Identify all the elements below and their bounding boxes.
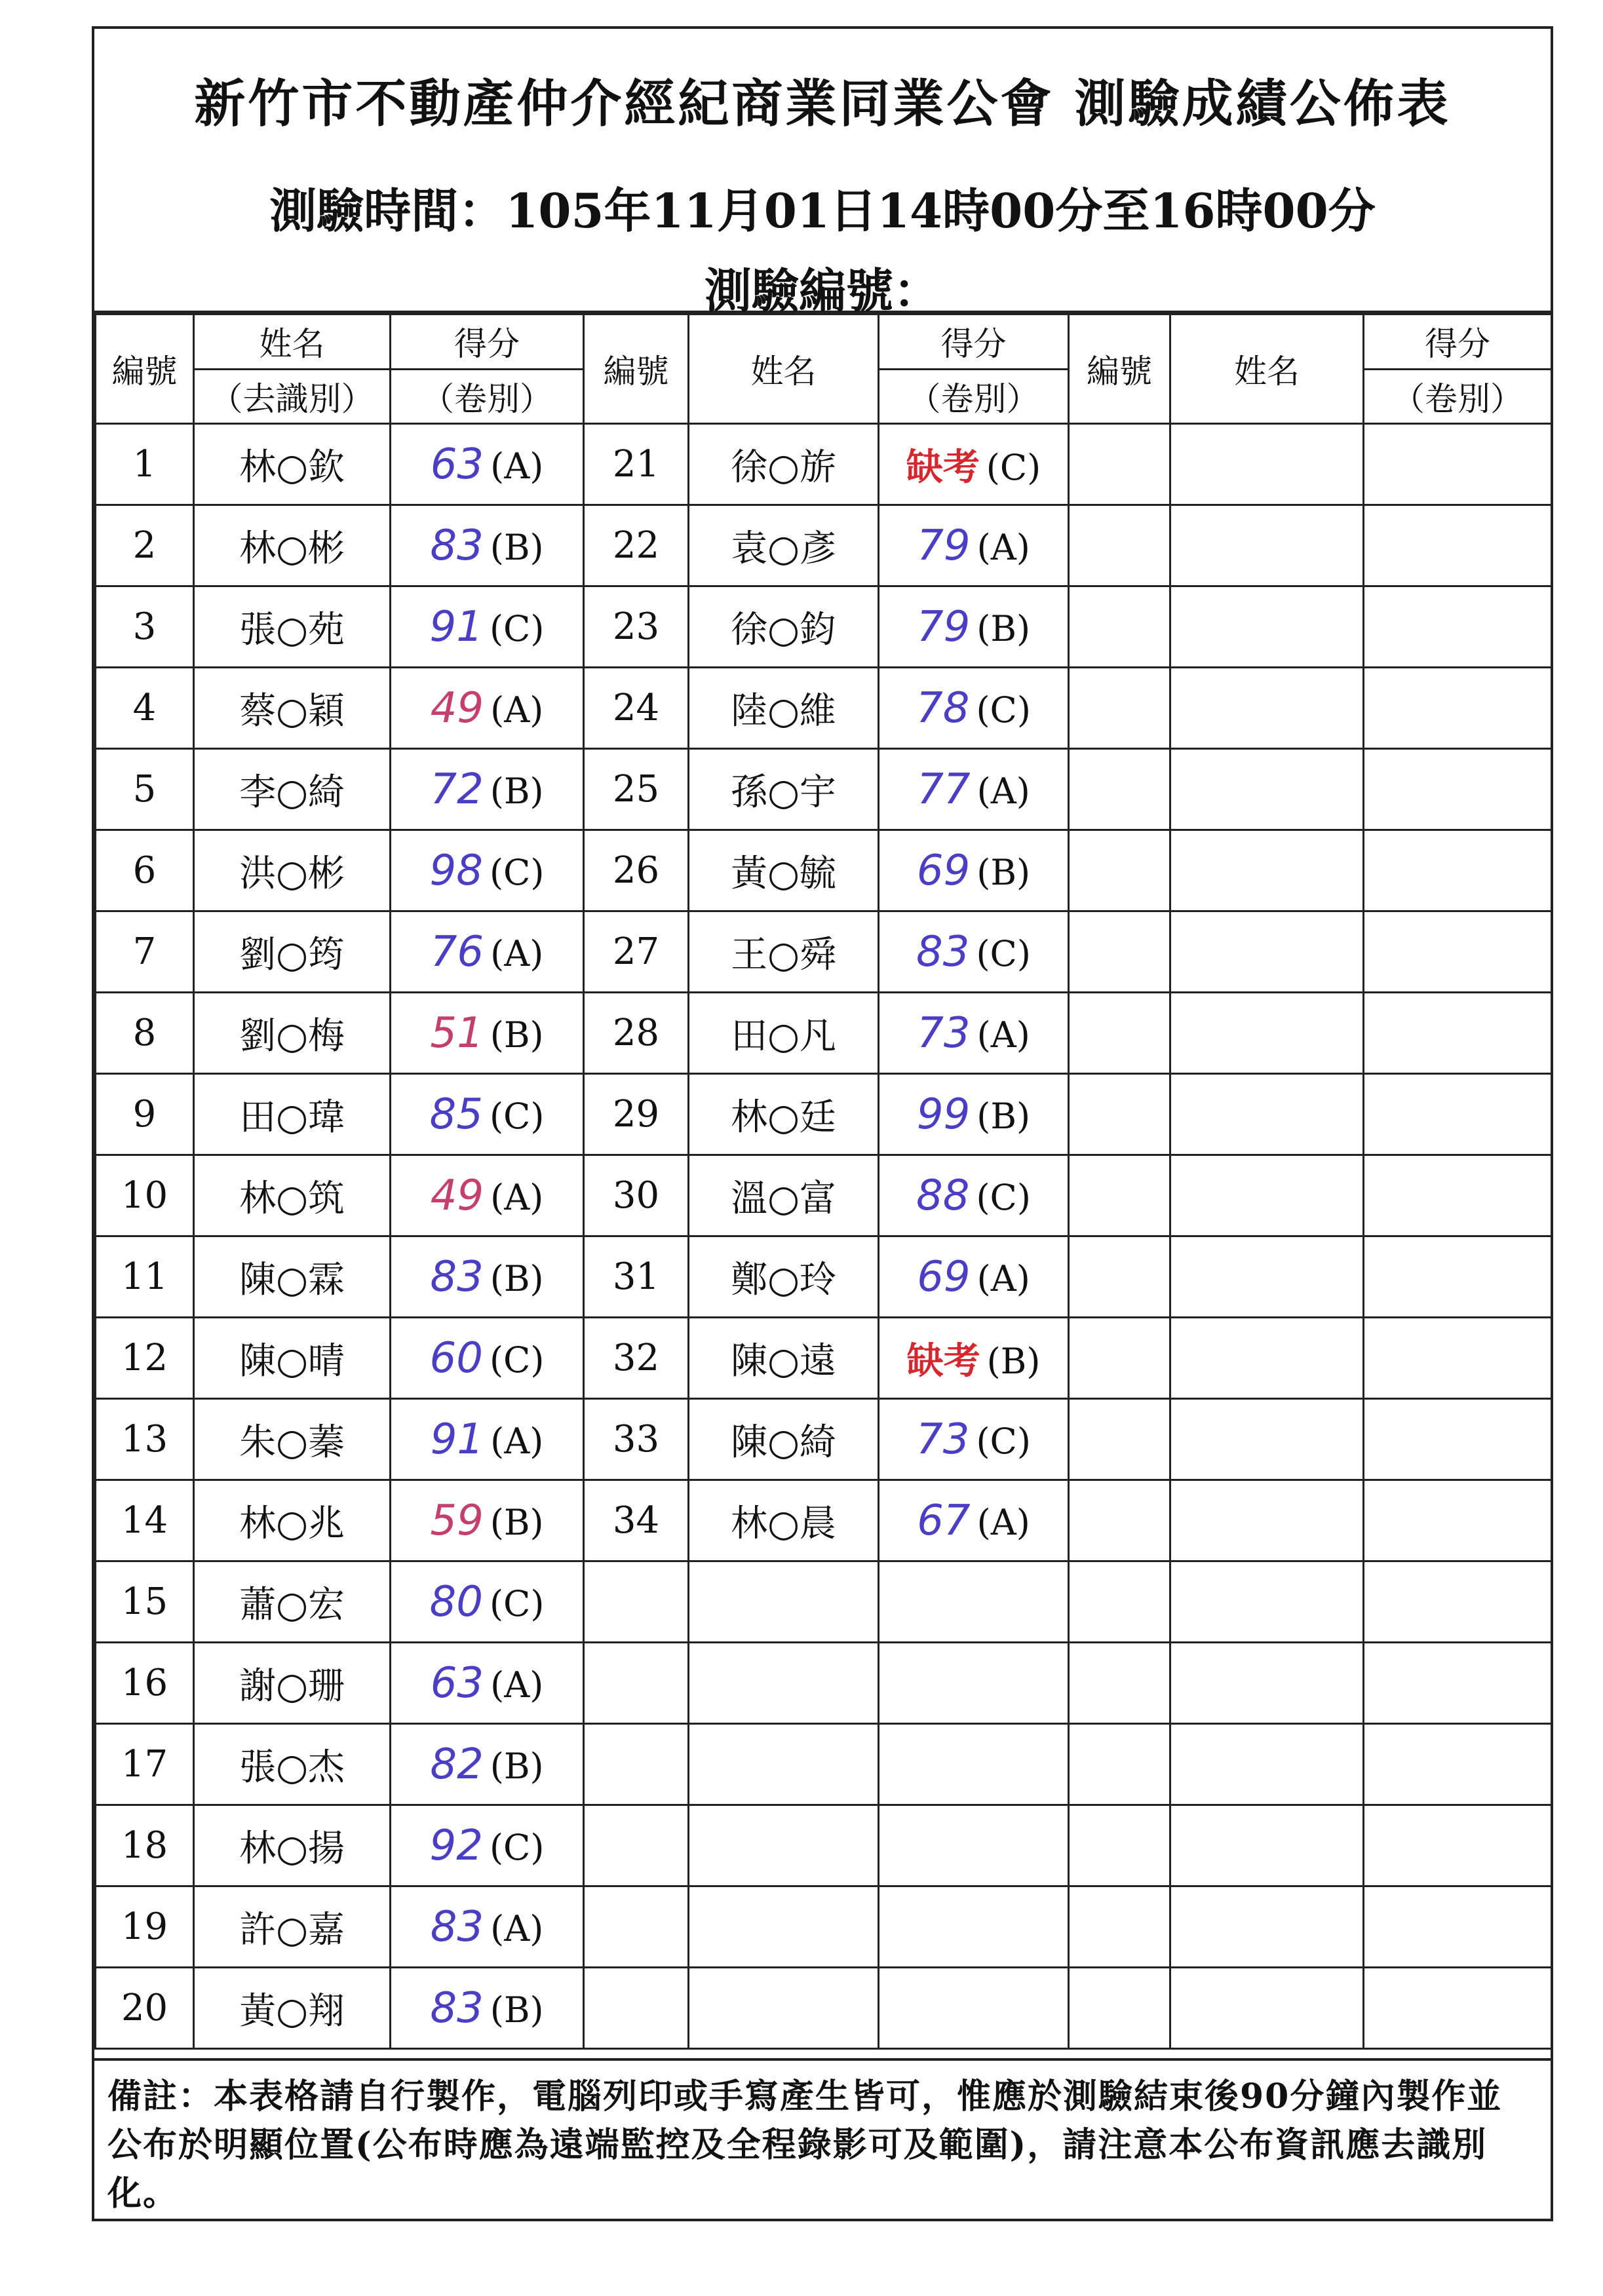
examinee-name: 陳○綺 [689,1399,879,1480]
paper-version: (C) [976,1176,1031,1218]
sheet-header [94,29,1551,318]
table-row [96,1886,1552,1968]
examinee-name: 張○杰 [194,1724,391,1805]
score-cell [391,1968,584,2049]
empty-cell [1170,1236,1364,1318]
table-row [96,1318,1552,1399]
empty-cell [1364,1561,1552,1643]
empty-cell [1170,1643,1364,1724]
examinee-name: 王○舜 [689,911,879,993]
col-header-score: 得分 [391,315,584,370]
score-value: 83 [916,927,970,976]
examinee-name: 林○晨 [689,1480,879,1561]
paper-version: (C) [976,1420,1031,1462]
empty-cell [1364,505,1552,586]
empty-cell [584,1724,689,1805]
table-row [96,1399,1552,1480]
examinee-name: 黃○翔 [194,1968,391,2049]
empty-cell [1170,1480,1364,1561]
empty-cell [1069,993,1170,1074]
empty-cell [1364,749,1552,830]
empty-cell [1170,1318,1364,1399]
paper-version: (A) [976,526,1030,568]
empty-cell [1170,1968,1364,2049]
empty-cell [1364,1318,1552,1399]
row-number: 28 [584,993,689,1074]
row-number: 14 [96,1480,194,1561]
table-row [96,993,1552,1074]
row-number: 24 [584,668,689,749]
paper-version: (B) [490,1257,544,1299]
empty-cell [1170,911,1364,993]
score-cell [879,505,1069,586]
empty-cell [1069,424,1170,505]
examinee-name: 陸○維 [689,668,879,749]
empty-cell [1069,1643,1170,1724]
examinee-name: 林○欽 [194,424,391,505]
score-cell [391,911,584,993]
empty-cell [1170,1561,1364,1643]
score-cell [879,1480,1069,1561]
col-header-name: 姓名 [689,315,879,424]
empty-cell [1170,1399,1364,1480]
empty-cell [1170,830,1364,911]
empty-cell [1364,1805,1552,1886]
empty-cell [1170,505,1364,586]
empty-cell [1069,1074,1170,1155]
table-row [96,1724,1552,1805]
empty-cell [1364,1236,1552,1318]
empty-cell [689,1805,879,1886]
paper-version: (A) [490,1420,544,1462]
absent-mark: 缺考 [906,445,980,489]
examinee-name: 林○廷 [689,1074,879,1155]
exam-number: 測驗編號： [704,263,940,318]
score-value: 82 [430,1740,484,1789]
row-number: 6 [96,830,194,911]
score-value: 69 [916,846,971,895]
paper-version: (B) [490,1501,544,1543]
table-row [96,1561,1552,1643]
examinee-name: 張○苑 [194,586,391,668]
sheet-title: 新竹市不動產仲介經紀商業同業公會 測驗成績公佈表 [194,74,1451,134]
row-number: 20 [96,1968,194,2049]
examinee-name: 洪○彬 [194,830,391,911]
empty-cell [1364,668,1552,749]
empty-cell [1364,1886,1552,1968]
score-value: 76 [430,927,484,976]
paper-version: (C) [986,446,1041,488]
examinee-name: 陳○霖 [194,1236,391,1318]
col-subheader-score: （卷別） [1364,369,1552,424]
row-number: 19 [96,1886,194,1968]
empty-cell [879,1805,1069,1886]
row-number: 16 [96,1643,194,1724]
empty-cell [879,1724,1069,1805]
score-value: 91 [429,602,483,651]
empty-cell [1364,1968,1552,2049]
empty-cell [584,1886,689,1968]
col-header-no: 編號 [1069,315,1170,424]
empty-cell [1069,1724,1170,1805]
row-number: 9 [96,1074,194,1155]
col-subheader-score: （卷別） [391,369,584,424]
table-row [96,1480,1552,1561]
score-cell [391,424,584,505]
table-row [96,586,1552,668]
paper-version: (A) [490,932,544,974]
row-number: 22 [584,505,689,586]
score-value: 79 [916,602,971,651]
empty-cell [1364,1724,1552,1805]
paper-version: (A) [490,689,544,731]
paper-version: (B) [976,1095,1031,1137]
examinee-name: 鄭○玲 [689,1236,879,1318]
score-cell [879,1236,1069,1318]
empty-cell [879,1968,1069,2049]
paper-version: (A) [490,1664,544,1706]
score-value: 67 [917,1496,971,1545]
row-number: 31 [584,1236,689,1318]
row-number: 21 [584,424,689,505]
paper-version: (A) [976,1501,1030,1543]
examinee-name: 蕭○宏 [194,1561,391,1643]
score-cell [391,749,584,830]
row-number: 26 [584,830,689,911]
score-value: 99 [916,1090,971,1139]
paper-version: (B) [490,770,544,812]
examinee-name: 陳○遠 [689,1318,879,1399]
score-value: 85 [429,1090,483,1139]
score-cell [879,830,1069,911]
score-value: 91 [430,1415,484,1464]
empty-cell [584,1968,689,2049]
score-cell [391,830,584,911]
paper-version: (A) [490,1176,544,1218]
score-value: 59 [430,1496,484,1545]
score-cell [879,749,1069,830]
examinee-name: 田○凡 [689,993,879,1074]
empty-cell [1170,1724,1364,1805]
examinee-name: 黃○毓 [689,830,879,911]
score-value: 49 [430,683,484,733]
score-cell [391,586,584,668]
empty-cell [1069,586,1170,668]
score-value: 78 [916,683,970,733]
score-cell [391,993,584,1074]
score-table [94,313,1553,2050]
empty-cell [1364,424,1552,505]
empty-cell [584,1561,689,1643]
empty-cell [1170,424,1364,505]
score-value: 98 [429,846,483,895]
paper-version: (C) [489,1339,545,1381]
score-cell [391,1318,584,1399]
paper-version: (A) [490,1907,544,1949]
paper-version: (B) [976,851,1031,893]
empty-cell [879,1561,1069,1643]
score-cell [391,668,584,749]
empty-cell [1170,749,1364,830]
paper-version: (C) [976,689,1031,731]
score-value: 72 [430,765,484,814]
row-number: 17 [96,1724,194,1805]
empty-cell [1170,1805,1364,1886]
empty-cell [689,1561,879,1643]
score-value: 63 [430,440,484,489]
score-value: 60 [429,1333,483,1383]
score-value: 83 [430,1902,484,1951]
score-cell [391,505,584,586]
score-value: 92 [429,1821,483,1870]
empty-cell [1170,668,1364,749]
row-number: 8 [96,993,194,1074]
empty-cell [1364,1480,1552,1561]
row-number: 15 [96,1561,194,1643]
empty-cell [1364,830,1552,911]
empty-cell [1069,1968,1170,2049]
empty-cell [1364,993,1552,1074]
score-cell [391,1561,584,1643]
col-header-score: 得分 [879,315,1069,370]
examinee-name: 溫○富 [689,1155,879,1236]
score-cell [391,1155,584,1236]
examinee-name: 林○兆 [194,1480,391,1561]
table-row [96,1805,1552,1886]
empty-cell [1069,1886,1170,1968]
row-number: 30 [584,1155,689,1236]
examinee-name: 袁○彥 [689,505,879,586]
paper-version: (A) [976,1257,1030,1299]
row-number: 5 [96,749,194,830]
row-number: 29 [584,1074,689,1155]
score-value: 80 [429,1577,483,1626]
empty-cell [1069,1805,1170,1886]
examinee-name: 徐○鈞 [689,586,879,668]
row-number: 7 [96,911,194,993]
col-header-no: 編號 [584,315,689,424]
paper-version: (C) [489,607,545,649]
row-number: 1 [96,424,194,505]
paper-version: (B) [976,607,1031,649]
row-number: 11 [96,1236,194,1318]
score-cell [879,1399,1069,1480]
score-cell [879,1155,1069,1236]
score-cell [391,1724,584,1805]
empty-cell [584,1643,689,1724]
table-row [96,1643,1552,1724]
col-header-no: 編號 [96,315,194,424]
examinee-name: 林○揚 [194,1805,391,1886]
empty-cell [1069,1480,1170,1561]
empty-cell [584,1805,689,1886]
table-row [96,830,1552,911]
table-row [96,505,1552,586]
empty-cell [1170,993,1364,1074]
paper-version: (C) [976,932,1031,974]
examinee-name: 劉○筠 [194,911,391,993]
table-header-row [96,315,1552,370]
empty-cell [1069,668,1170,749]
examinee-name: 許○嘉 [194,1886,391,1968]
empty-cell [689,1886,879,1968]
paper-version: (C) [489,1582,545,1624]
table-row [96,1968,1552,2049]
table-row [96,1155,1552,1236]
score-cell [391,1399,584,1480]
paper-version: (A) [976,1014,1030,1056]
score-cell [879,424,1069,505]
score-cell [879,1074,1069,1155]
table-row [96,749,1552,830]
examinee-name: 林○筑 [194,1155,391,1236]
examinee-name: 朱○蓁 [194,1399,391,1480]
empty-cell [1364,1399,1552,1480]
score-cell [391,1805,584,1886]
paper-version: (A) [490,445,544,487]
score-cell [391,1480,584,1561]
empty-cell [1069,911,1170,993]
col-header-name: 姓名 [194,315,391,370]
row-number: 18 [96,1805,194,1886]
table-row [96,911,1552,993]
table-row [96,1236,1552,1318]
empty-cell [879,1643,1069,1724]
empty-cell [1069,1399,1170,1480]
paper-version: (B) [490,1745,544,1787]
paper-version: (C) [489,1095,545,1137]
empty-cell [1069,830,1170,911]
empty-cell [1069,749,1170,830]
score-cell [391,1236,584,1318]
examinee-name: 陳○晴 [194,1318,391,1399]
col-header-score: 得分 [1364,315,1552,370]
table-row [96,668,1552,749]
score-value: 73 [916,1415,970,1464]
examinee-name: 蔡○穎 [194,668,391,749]
empty-cell [1069,1236,1170,1318]
empty-cell [689,1643,879,1724]
col-subheader-score: （卷別） [879,369,1069,424]
empty-cell [1069,1318,1170,1399]
row-number: 23 [584,586,689,668]
col-subheader-name: （去識別） [194,369,391,424]
score-value: 83 [430,1252,484,1301]
row-number: 27 [584,911,689,993]
paper-version: (B) [490,526,544,568]
empty-cell [1170,1074,1364,1155]
paper-version: (C) [489,1826,545,1868]
absent-mark: 缺考 [906,1339,980,1383]
score-sheet [92,26,1553,2221]
score-cell [879,911,1069,993]
table-row [96,424,1552,505]
score-value: 77 [917,765,971,814]
score-cell [879,586,1069,668]
paper-version: (A) [976,770,1030,812]
empty-cell [689,1724,879,1805]
row-number: 32 [584,1318,689,1399]
empty-cell [1170,586,1364,668]
empty-cell [1069,1155,1170,1236]
empty-cell [879,1886,1069,1968]
examinee-name: 李○綺 [194,749,391,830]
row-number: 34 [584,1480,689,1561]
empty-cell [1069,1561,1170,1643]
empty-cell [689,1968,879,2049]
row-number: 4 [96,668,194,749]
score-cell [879,993,1069,1074]
empty-cell [1170,1155,1364,1236]
paper-version: (C) [489,851,545,893]
paper-version: (B) [490,1989,544,2031]
score-value: 73 [917,1008,971,1058]
examinee-name: 田○瑋 [194,1074,391,1155]
row-number: 13 [96,1399,194,1480]
table-row [96,1074,1552,1155]
empty-cell [1170,1886,1364,1968]
row-number: 33 [584,1399,689,1480]
score-value: 88 [916,1171,970,1220]
empty-cell [1069,505,1170,586]
paper-version: (B) [490,1014,544,1056]
score-value: 69 [917,1252,971,1301]
score-value: 63 [430,1658,484,1708]
col-header-name: 姓名 [1170,315,1364,424]
score-value: 49 [430,1171,484,1220]
score-cell [391,1886,584,1968]
row-number: 10 [96,1155,194,1236]
examinee-name: 謝○珊 [194,1643,391,1724]
score-cell [391,1074,584,1155]
score-value: 79 [917,521,971,570]
score-cell [391,1643,584,1724]
row-number: 3 [96,586,194,668]
paper-version: (B) [986,1340,1041,1382]
empty-cell [1364,911,1552,993]
examinee-name: 林○彬 [194,505,391,586]
empty-cell [1364,1643,1552,1724]
score-cell [879,668,1069,749]
exam-time: 測驗時間：105年11月01日14時00分至16時00分 [269,183,1376,239]
empty-cell [1364,1155,1552,1236]
examinee-name: 孫○宇 [689,749,879,830]
score-value: 83 [430,1983,484,2033]
empty-cell [1364,1074,1552,1155]
examinee-name: 徐○旂 [689,424,879,505]
row-number: 12 [96,1318,194,1399]
row-number: 2 [96,505,194,586]
footer-note: 備註：本表格請自行製作，電腦列印或手寫產生皆可，惟應於測驗結束後90分鐘內製作並公布於明顯位置(公布時應為遠端監控及全程錄影可及範圍)，請注意本公布資訊應去識別化。 [94,2058,1551,2219]
row-number: 25 [584,749,689,830]
score-value: 51 [430,1008,484,1058]
score-value: 83 [430,521,484,570]
score-cell [879,1318,1069,1399]
empty-cell [1364,586,1552,668]
examinee-name: 劉○梅 [194,993,391,1074]
